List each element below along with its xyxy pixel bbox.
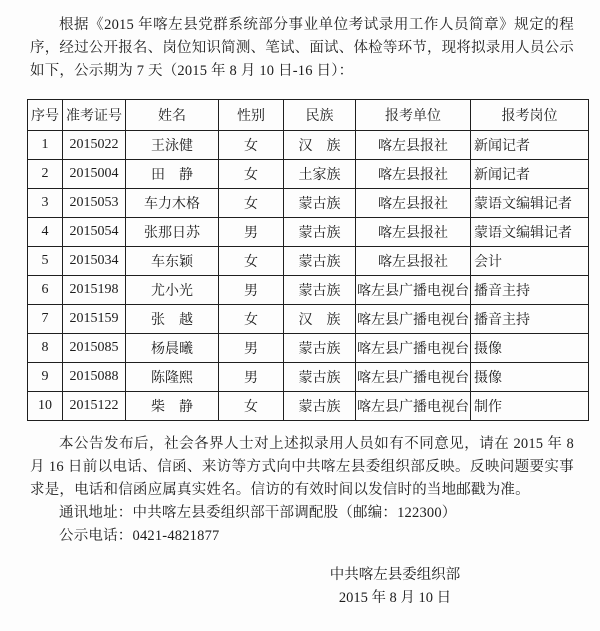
contact-phone: 公示电话：0421-4821877	[59, 528, 220, 544]
contact-address: 通讯地址：中共喀左县委组织部干部调配股（邮编：122300）	[59, 505, 457, 521]
table-cell: 2015022	[63, 131, 126, 160]
table-cell: 2015088	[63, 363, 126, 392]
table-cell: 5	[28, 247, 63, 276]
table-cell: 喀左县报社	[356, 218, 471, 247]
table-cell: 土家族	[284, 160, 356, 189]
table-cell: 2015034	[63, 247, 126, 276]
table-cell: 10	[28, 392, 63, 421]
table-row	[28, 160, 589, 189]
table-cell: 喀左县报社	[356, 160, 471, 189]
column-header: 报考单位	[356, 100, 471, 131]
table-cell: 蒙古族	[284, 218, 356, 247]
table-cell: 张 越	[126, 305, 219, 334]
signature-block	[325, 564, 465, 610]
table-row	[28, 392, 589, 421]
table-row	[28, 276, 589, 305]
table-cell: 女	[219, 305, 284, 334]
table-cell: 汉 族	[284, 131, 356, 160]
table-cell: 播音主持	[471, 305, 589, 334]
column-header: 性别	[219, 100, 284, 131]
table-cell: 喀左县报社	[356, 189, 471, 218]
table-cell: 蒙古族	[284, 392, 356, 421]
table-cell: 王泳健	[126, 131, 219, 160]
table-cell: 喀左县广播电视台	[356, 392, 471, 421]
results-table-body	[28, 131, 589, 421]
table-cell: 7	[28, 305, 63, 334]
table-row	[28, 189, 589, 218]
column-header: 序号	[28, 100, 63, 131]
table-cell: 8	[28, 334, 63, 363]
table-cell: 男	[219, 218, 284, 247]
table-row	[28, 247, 589, 276]
table-row	[28, 218, 589, 247]
table-cell: 蒙古族	[284, 363, 356, 392]
table-cell: 女	[219, 160, 284, 189]
table-cell: 2015085	[63, 334, 126, 363]
table-cell: 张那日苏	[126, 218, 219, 247]
table-cell: 2015054	[63, 218, 126, 247]
table-cell: 4	[28, 218, 63, 247]
table-cell: 2	[28, 160, 63, 189]
table-cell: 3	[28, 189, 63, 218]
table-cell: 田 静	[126, 160, 219, 189]
table-row	[28, 334, 589, 363]
intro-paragraph: 根据《2015 年喀左县党群系统部分事业单位考试录用工作人员简章》规定的程序，经过公开报名、岗位知识简测、笔试、面试、体检等环节，现将拟录用人员公示如下，公示期为 7 天（2015 年 8 月 10 日-16 日）：	[30, 17, 574, 79]
table-cell: 喀左县广播电视台	[356, 276, 471, 305]
table-cell: 2015053	[63, 189, 126, 218]
table-cell: 摄像	[471, 363, 589, 392]
table-cell: 车力木格	[126, 189, 219, 218]
table-cell: 男	[219, 334, 284, 363]
table-cell: 陈隆熙	[126, 363, 219, 392]
column-header: 报考岗位	[471, 100, 589, 131]
table-cell: 杨晨曦	[126, 334, 219, 363]
table-cell: 摄像	[471, 334, 589, 363]
table-cell: 蒙古族	[284, 276, 356, 305]
table-cell: 蒙古族	[284, 247, 356, 276]
table-cell: 女	[219, 189, 284, 218]
table-cell: 蒙古族	[284, 189, 356, 218]
table-cell: 男	[219, 276, 284, 305]
table-row	[28, 131, 589, 160]
table-cell: 柴 静	[126, 392, 219, 421]
table-cell: 2015004	[63, 160, 126, 189]
table-cell: 尤小光	[126, 276, 219, 305]
table-row	[28, 305, 589, 334]
table-cell: 女	[219, 131, 284, 160]
signature-org: 中共喀左县委组织部	[329, 567, 461, 583]
column-header: 准考证号	[63, 100, 126, 131]
table-cell: 车东颖	[126, 247, 219, 276]
table-cell: 喀左县广播电视台	[356, 334, 471, 363]
table-cell: 女	[219, 247, 284, 276]
table-cell: 9	[28, 363, 63, 392]
table-cell: 新闻记者	[471, 131, 589, 160]
signature-date: 2015 年 8 月 10 日	[338, 590, 452, 606]
table-cell: 喀左县广播电视台	[356, 305, 471, 334]
table-cell: 会计	[471, 247, 589, 276]
table-header-row	[28, 100, 589, 131]
table-cell: 女	[219, 392, 284, 421]
table-cell: 蒙语文编辑记者	[471, 218, 589, 247]
table-cell: 2015122	[63, 392, 126, 421]
table-row	[28, 363, 589, 392]
table-cell: 蒙古族	[284, 334, 356, 363]
results-table	[27, 99, 589, 421]
table-cell: 2015159	[63, 305, 126, 334]
table-cell: 喀左县广播电视台	[356, 363, 471, 392]
table-cell: 喀左县报社	[356, 131, 471, 160]
column-header: 姓名	[126, 100, 219, 131]
table-cell: 新闻记者	[471, 160, 589, 189]
notice-paragraph: 本公告发布后，社会各界人士对上述拟录用人员如有不同意见，请在 2015 年 8 月 16 日前以电话、信函、来访等方式向中共喀左县委组织部反映。反映问题要实事求是，电话和信函应属真实姓名。信访的有效时间以发信时的当地邮戳为准。	[30, 436, 574, 498]
table-cell: 制作	[471, 392, 589, 421]
table-cell: 2015198	[63, 276, 126, 305]
table-cell: 6	[28, 276, 63, 305]
table-cell: 喀左县报社	[356, 247, 471, 276]
column-header: 民族	[284, 100, 356, 131]
table-cell: 播音主持	[471, 276, 589, 305]
table-cell: 1	[28, 131, 63, 160]
table-cell: 蒙语文编辑记者	[471, 189, 589, 218]
table-cell: 男	[219, 363, 284, 392]
table-cell: 汉 族	[284, 305, 356, 334]
